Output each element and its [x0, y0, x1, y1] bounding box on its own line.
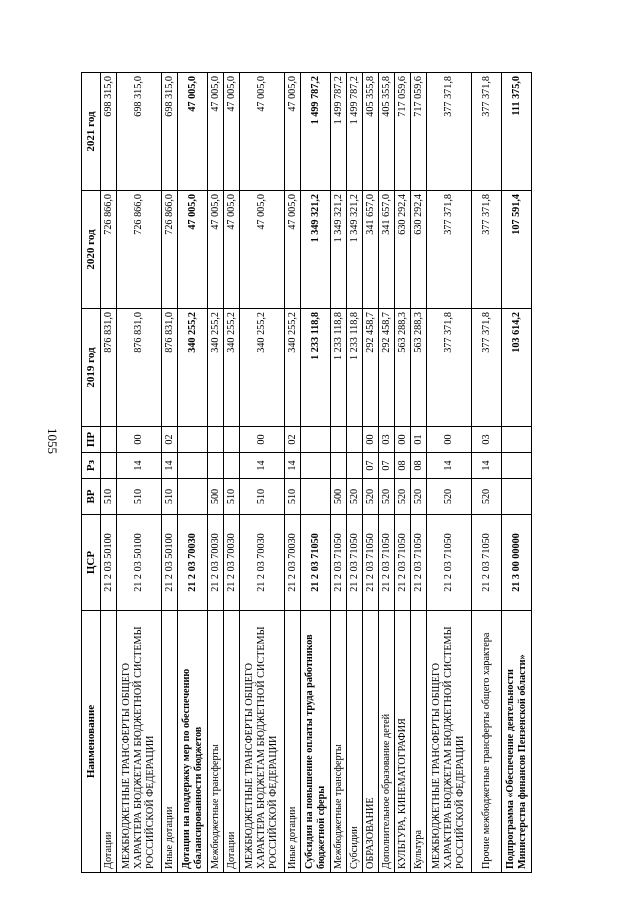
cell-y2021: 377 371,8: [427, 73, 472, 191]
cell-y2019: 340 255,2: [208, 309, 224, 427]
table-row: [208, 73, 224, 873]
cell-name: МЕЖБЮДЖЕТНЫЕ ТРАНСФЕРТЫ ОБЩЕГО ХАРАКТЕРА БЮДЖЕТАМ БЮДЖЕТНОЙ СИСТЕМЫ РОССИЙСКОЙ ФЕДЕРАЦИИ: [117, 611, 162, 873]
cell-y2021: 377 371,8: [472, 73, 502, 191]
table-row: [379, 73, 395, 873]
cell-csr: 21 2 03 71050: [363, 515, 379, 611]
cell-y2020: 377 371,8: [472, 191, 502, 309]
cell-name: Прочие межбюджетные трансферты общего характера: [472, 611, 502, 873]
cell-y2021: 405 355,8: [379, 73, 395, 191]
cell-csr: 21 2 03 71050: [427, 515, 472, 611]
cell-rz: 14: [117, 453, 162, 479]
cell-csr: 21 2 03 50100: [101, 515, 117, 611]
cell-y2020: 341 657,0: [363, 191, 379, 309]
cell-pr: 00: [427, 427, 472, 453]
cell-y2019: 377 371,8: [472, 309, 502, 427]
cell-y2020: 630 292,4: [411, 191, 427, 309]
column-header-rz: Рз: [82, 453, 101, 479]
cell-rz: 14: [427, 453, 472, 479]
cell-pr: 00: [117, 427, 162, 453]
cell-y2021: 717 059,6: [395, 73, 411, 191]
column-header-2019: 2019 год: [82, 309, 101, 427]
cell-pr: 03: [472, 427, 502, 453]
cell-y2020: 1 349 321,2: [347, 191, 363, 309]
table-header-row: [82, 73, 101, 873]
cell-y2020: 47 005,0: [224, 191, 240, 309]
table-row: [411, 73, 427, 873]
cell-csr: 21 2 03 70030: [224, 515, 240, 611]
table-body: [101, 73, 532, 873]
table-row: [240, 73, 285, 873]
table-row: [427, 73, 472, 873]
column-header-name: Наименование: [82, 611, 101, 873]
table-row: [224, 73, 240, 873]
cell-rz: [301, 453, 331, 479]
cell-rz: 07: [363, 453, 379, 479]
cell-y2019: 1 233 118,8: [347, 309, 363, 427]
cell-name: Подпрограмма «Обеспечение деятельности Министерства финансов Пензенской области»: [502, 611, 532, 873]
column-header-vr: ВР: [82, 479, 101, 515]
cell-pr: 01: [411, 427, 427, 453]
cell-y2019: 1 233 118,8: [331, 309, 347, 427]
cell-pr: [301, 427, 331, 453]
cell-y2019: 340 255,2: [224, 309, 240, 427]
cell-csr: 21 3 00 00000: [502, 515, 532, 611]
cell-y2021: 405 355,8: [363, 73, 379, 191]
cell-pr: [208, 427, 224, 453]
table-row: [347, 73, 363, 873]
cell-vr: 520: [472, 479, 502, 515]
cell-y2019: 876 831,0: [117, 309, 162, 427]
cell-name: Дотации на поддержку мер по обеспечению сбалансированности бюджетов: [178, 611, 208, 873]
cell-vr: 510: [162, 479, 178, 515]
cell-rz: [208, 453, 224, 479]
table-row: [502, 73, 532, 873]
cell-pr: 00: [240, 427, 285, 453]
cell-csr: 21 2 03 50100: [117, 515, 162, 611]
cell-rz: 14: [285, 453, 301, 479]
cell-vr: 500: [331, 479, 347, 515]
cell-y2021: 47 005,0: [285, 73, 301, 191]
cell-vr: 520: [427, 479, 472, 515]
cell-name: Иные дотации: [162, 611, 178, 873]
table-row: [178, 73, 208, 873]
column-header-csr: ЦСР: [82, 515, 101, 611]
cell-y2020: 341 657,0: [379, 191, 395, 309]
cell-rz: [331, 453, 347, 479]
cell-y2021: 698 315,0: [101, 73, 117, 191]
cell-rz: 14: [240, 453, 285, 479]
cell-vr: 510: [285, 479, 301, 515]
budget-table-rotated: [81, 73, 584, 873]
budget-table: [81, 72, 532, 873]
cell-y2021: 47 005,0: [224, 73, 240, 191]
table-row: [285, 73, 301, 873]
cell-vr: 510: [224, 479, 240, 515]
cell-vr: [301, 479, 331, 515]
cell-y2019: 340 255,2: [240, 309, 285, 427]
cell-y2020: 377 371,8: [427, 191, 472, 309]
cell-rz: [347, 453, 363, 479]
cell-y2019: 340 255,2: [285, 309, 301, 427]
cell-vr: 500: [208, 479, 224, 515]
cell-rz: 14: [472, 453, 502, 479]
table-row: [363, 73, 379, 873]
cell-name: Межбюджетные трансферты: [331, 611, 347, 873]
column-header-2020: 2020 год: [82, 191, 101, 309]
cell-pr: [331, 427, 347, 453]
cell-y2021: 111 375,0: [502, 73, 532, 191]
cell-y2020: 47 005,0: [285, 191, 301, 309]
cell-rz: 08: [411, 453, 427, 479]
table-row: [117, 73, 162, 873]
cell-y2019: 563 288,3: [411, 309, 427, 427]
cell-name: МЕЖБЮДЖЕТНЫЕ ТРАНСФЕРТЫ ОБЩЕГО ХАРАКТЕРА БЮДЖЕТАМ БЮДЖЕТНОЙ СИСТЕМЫ РОССИЙСКОЙ ФЕДЕРАЦИИ: [427, 611, 472, 873]
cell-csr: 21 2 03 70030: [178, 515, 208, 611]
cell-vr: 520: [347, 479, 363, 515]
cell-csr: 21 2 03 70030: [285, 515, 301, 611]
cell-rz: [178, 453, 208, 479]
table-row: [395, 73, 411, 873]
cell-y2019: 876 831,0: [162, 309, 178, 427]
cell-y2020: 47 005,0: [240, 191, 285, 309]
cell-name: Иные дотации: [285, 611, 301, 873]
cell-name: ОБРАЗОВАНИЕ: [363, 611, 379, 873]
column-header-pr: ПР: [82, 427, 101, 453]
cell-vr: 510: [240, 479, 285, 515]
cell-name: Субсидии: [347, 611, 363, 873]
table-row: [162, 73, 178, 873]
cell-rz: 07: [379, 453, 395, 479]
cell-y2020: 726 866,0: [162, 191, 178, 309]
cell-csr: 21 2 03 71050: [395, 515, 411, 611]
cell-pr: 00: [363, 427, 379, 453]
cell-name: Дотации: [101, 611, 117, 873]
cell-y2020: 47 005,0: [208, 191, 224, 309]
cell-name: Дополнительное образование детей: [379, 611, 395, 873]
cell-name: Межбюджетные трансферты: [208, 611, 224, 873]
cell-pr: [178, 427, 208, 453]
cell-vr: 510: [101, 479, 117, 515]
cell-name: Культура: [411, 611, 427, 873]
cell-name: Субсидия на повышение оплаты труда работников бюджетной сферы: [301, 611, 331, 873]
cell-rz: 14: [162, 453, 178, 479]
table-row: [301, 73, 331, 873]
cell-pr: [224, 427, 240, 453]
cell-csr: 21 2 03 71050: [347, 515, 363, 611]
cell-y2019: 1 233 118,8: [301, 309, 331, 427]
column-header-2021: 2021 год: [82, 73, 101, 191]
cell-csr: 21 2 03 70030: [208, 515, 224, 611]
cell-vr: 520: [379, 479, 395, 515]
cell-y2021: 717 059,6: [411, 73, 427, 191]
cell-pr: 03: [379, 427, 395, 453]
cell-y2020: 726 866,0: [117, 191, 162, 309]
cell-y2021: 698 315,0: [117, 73, 162, 191]
cell-name: КУЛЬТУРА, КИНЕМАТОГРАФИЯ: [395, 611, 411, 873]
cell-y2021: 47 005,0: [178, 73, 208, 191]
cell-y2020: 1 349 321,2: [331, 191, 347, 309]
cell-pr: 00: [395, 427, 411, 453]
cell-pr: [101, 427, 117, 453]
cell-y2020: 1 349 321,2: [301, 191, 331, 309]
cell-vr: [178, 479, 208, 515]
cell-y2020: 630 292,4: [395, 191, 411, 309]
cell-y2020: 107 591,4: [502, 191, 532, 309]
cell-y2021: 698 315,0: [162, 73, 178, 191]
cell-y2019: 876 831,0: [101, 309, 117, 427]
cell-csr: 21 2 03 50100: [162, 515, 178, 611]
cell-rz: [502, 453, 532, 479]
cell-pr: 02: [162, 427, 178, 453]
cell-name: Дотации: [224, 611, 240, 873]
cell-rz: [101, 453, 117, 479]
cell-pr: [347, 427, 363, 453]
cell-y2019: 292 458,7: [379, 309, 395, 427]
cell-y2019: 292 458,7: [363, 309, 379, 427]
cell-y2019: 563 288,3: [395, 309, 411, 427]
cell-y2020: 726 866,0: [101, 191, 117, 309]
table-row: [101, 73, 117, 873]
cell-vr: 520: [411, 479, 427, 515]
cell-name: МЕЖБЮДЖЕТНЫЕ ТРАНСФЕРТЫ ОБЩЕГО ХАРАКТЕРА БЮДЖЕТАМ БЮДЖЕТНОЙ СИСТЕМЫ РОССИЙСКОЙ ФЕДЕРАЦИИ: [240, 611, 285, 873]
cell-csr: 21 2 03 71050: [331, 515, 347, 611]
cell-vr: [502, 479, 532, 515]
cell-vr: 510: [117, 479, 162, 515]
cell-y2020: 47 005,0: [178, 191, 208, 309]
cell-vr: 520: [363, 479, 379, 515]
cell-y2019: 103 614,2: [502, 309, 532, 427]
cell-rz: 08: [395, 453, 411, 479]
table-row: [331, 73, 347, 873]
cell-rz: [224, 453, 240, 479]
cell-y2021: 1 499 787,2: [301, 73, 331, 191]
cell-y2021: 1 499 787,2: [331, 73, 347, 191]
cell-csr: 21 2 03 71050: [379, 515, 395, 611]
cell-csr: 21 2 03 71050: [301, 515, 331, 611]
cell-csr: 21 2 03 70030: [240, 515, 285, 611]
cell-pr: [502, 427, 532, 453]
cell-y2021: 1 499 787,2: [347, 73, 363, 191]
cell-y2019: 340 255,2: [178, 309, 208, 427]
table-row: [472, 73, 502, 873]
cell-y2021: 47 005,0: [208, 73, 224, 191]
page-number: 1055: [45, 428, 60, 454]
cell-pr: 02: [285, 427, 301, 453]
cell-vr: 520: [395, 479, 411, 515]
cell-y2021: 47 005,0: [240, 73, 285, 191]
cell-y2019: 377 371,8: [427, 309, 472, 427]
cell-csr: 21 2 03 71050: [472, 515, 502, 611]
cell-csr: 21 2 03 71050: [411, 515, 427, 611]
